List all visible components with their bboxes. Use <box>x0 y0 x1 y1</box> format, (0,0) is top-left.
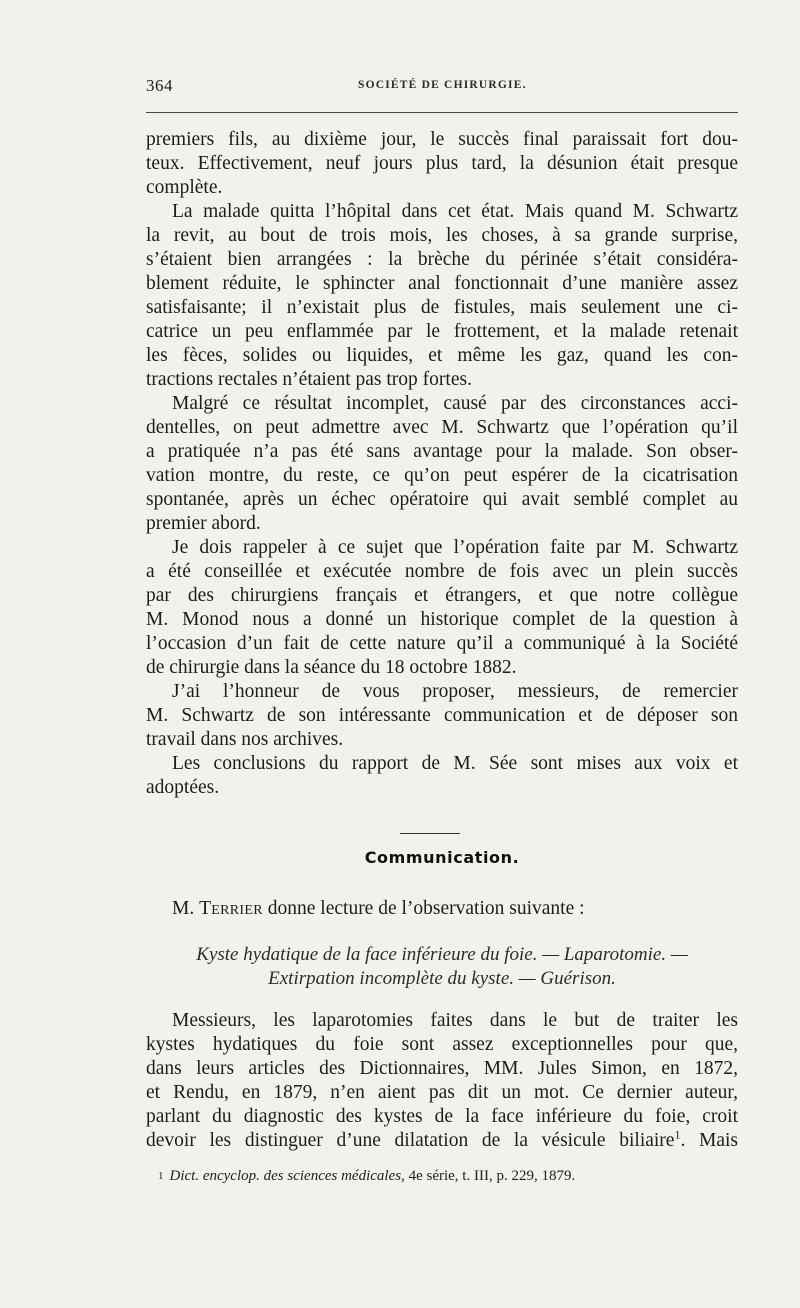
report-line: M. Schwartz de son intéressante communication et de déposer son <box>146 705 738 726</box>
observation-title-line: Extirpation incomplète du kyste. — Guérison. <box>268 968 616 989</box>
footnote-source: Dict. encyclop. des sciences médicales, <box>169 1168 405 1184</box>
running-head: SOCIÉTÉ DE CHIRURGIE. <box>358 79 527 91</box>
section-heading: Communication. <box>364 848 520 867</box>
communication-line: et Rendu, en 1879, n’en aient pas dit un mot. Ce dernier auteur, <box>146 1082 738 1103</box>
report-line: premiers fils, au dixième jour, le succès final paraissait fort dou- <box>146 129 738 150</box>
communication-line <box>146 1128 738 1154</box>
report-line: satisfaisante; il n’existait plus de fistules, mais seulement une ci- <box>146 297 738 318</box>
section-divider <box>400 833 460 834</box>
communication-line: parlant du diagnostic des kystes de la face inférieure du foie, croit <box>146 1106 738 1127</box>
report-line: complète. <box>146 177 223 198</box>
report-line: teux. Effectivement, neuf jours plus tard, la désunion était presque <box>146 153 738 174</box>
footnote-details: 4e série, t. III, p. 229, 1879. <box>404 1168 576 1184</box>
report-line: les fèces, solides ou liquides, et même les gaz, quand les con- <box>146 345 738 366</box>
report-line: adoptées. <box>146 777 220 798</box>
line-text-end: . Mais <box>680 1130 739 1151</box>
report-line: Malgré ce résultat incomplet, causé par des circonstances acci- <box>172 393 738 414</box>
header-rule <box>146 112 738 113</box>
report-line: par des chirurgiens français et étrangers, et que notre collègue <box>146 585 738 606</box>
intro-suffix: donne lecture de l’observation suivante : <box>262 898 585 919</box>
report-line: de chirurgie dans la séance du 18 octobre 1882. <box>146 657 517 678</box>
footnote-mark: 1 <box>158 1170 164 1182</box>
communication-line: kystes hydatiques du foie sont assez exceptionnelles pour que, <box>146 1034 738 1055</box>
report-line: tractions rectales n’étaient pas trop fortes. <box>146 369 472 390</box>
observation-title-line: Kyste hydatique de la face inférieure du foie. — Laparotomie. — <box>196 944 688 965</box>
report-line: a pratiquée n’a pas été sans avantage pour la malade. Son obser- <box>146 441 738 462</box>
footnote-reference: 1 <box>674 1127 681 1142</box>
report-line: a été conseillée et exécutée nombre de fois avec un plein succès <box>146 561 738 582</box>
report-line: s’étaient bien arrangées : la brèche du périnée s’était considéra- <box>146 249 738 270</box>
report-line: La malade quitta l’hôpital dans cet état. Mais quand M. Schwartz <box>172 201 738 222</box>
line-text: devoir les distinguer d’une dilatation de la vésicule biliaire <box>146 1130 675 1151</box>
page-header <box>146 76 738 100</box>
communication-line: Messieurs, les laparotomies faites dans le but de traiter les <box>172 1010 738 1031</box>
footnote <box>158 1166 738 1186</box>
page-number: 364 <box>146 76 173 95</box>
report-line: blement réduite, le sphincter anal fonctionnait d’une manière assez <box>146 273 738 294</box>
report-line: travail dans nos archives. <box>146 729 344 750</box>
communication-intro <box>172 896 738 922</box>
intro-prefix: M. <box>172 898 200 919</box>
report-line: l’occasion d’un fait de cette nature qu’il a communiqué à la Société <box>146 633 738 654</box>
report-line: J’ai l’honneur de vous proposer, messieurs, de remercier <box>172 681 738 702</box>
report-line: dentelles, on peut admettre avec M. Schwartz que l’opération qu’il <box>146 417 738 438</box>
report-line: vation montre, du reste, ce qu’on peut espérer de la cicatrisation <box>146 465 738 486</box>
report-line: catrice un peu enflammée par le frottement, et la malade retenait <box>146 321 738 342</box>
report-line: premier abord. <box>146 513 261 534</box>
author-name: Terrier <box>199 898 263 919</box>
report-line: Je dois rappeler à ce sujet que l’opération faite par M. Schwartz <box>172 537 738 558</box>
report-line: spontanée, après un échec opératoire qui avait semblé complet au <box>146 489 738 510</box>
communication-line: dans leurs articles des Dictionnaires, MM. Jules Simon, en 1872, <box>146 1058 738 1079</box>
report-line: Les conclusions du rapport de M. Sée sont mises aux voix et <box>172 753 738 774</box>
report-line: M. Monod nous a donné un historique complet de la question à <box>146 609 738 630</box>
report-line: la revit, au bout de trois mois, les choses, à sa grande surprise, <box>146 225 738 246</box>
